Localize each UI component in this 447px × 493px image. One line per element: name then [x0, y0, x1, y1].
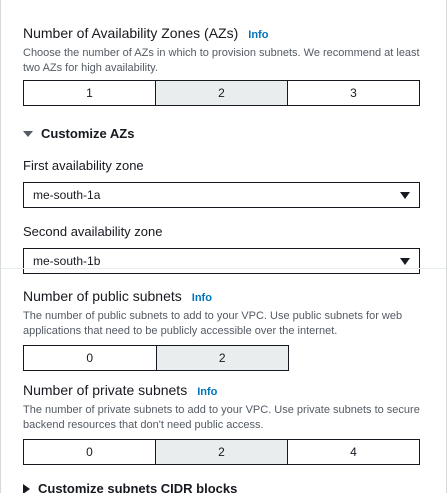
az-count-option-2[interactable]: 2 [156, 81, 288, 105]
private-subnets-segmented-control [23, 439, 420, 465]
private-subnets-option-2[interactable]: 2 [156, 440, 288, 464]
az-count-description: Choose the number of AZs in which to provision subnets. We recommend at least two AZs for high availability. [23, 47, 420, 74]
private-subnets-title-row [23, 381, 420, 401]
second-az-label: Second availability zone [23, 224, 163, 239]
first-az-select[interactable] [23, 182, 420, 208]
second-az-value: me-south-1b [33, 254, 101, 268]
customize-cidr-label: Customize subnets CIDR blocks [38, 481, 238, 493]
customize-azs-label: Customize AZs [41, 126, 135, 141]
dropdown-arrow-icon [400, 192, 410, 199]
private-subnets-option-4[interactable]: 4 [350, 445, 357, 459]
caret-right-icon [23, 484, 30, 493]
public-subnets-option-2[interactable]: 2 [157, 346, 289, 370]
az-section [1, 0, 446, 268]
private-subnets-info-link[interactable]: Info [197, 386, 218, 398]
first-az-value: me-south-1a [33, 188, 101, 202]
subnet-section [1, 269, 446, 493]
private-subnets-title: Number of private subnets [23, 382, 188, 398]
public-subnets-segmented-control [23, 345, 289, 371]
public-subnets-option-0[interactable]: 0 [24, 346, 157, 370]
customize-azs-toggle[interactable] [23, 126, 420, 141]
az-count-title: Number of Availability Zones (AZs) [23, 25, 239, 41]
private-subnets-description: The number of private subnets to add to your VPC. Use private subnets to secure backend resources that don't need public access. [23, 404, 420, 431]
public-subnets-title-row [23, 287, 420, 307]
public-subnets-info-link[interactable]: Info [191, 292, 212, 304]
customize-cidr-toggle[interactable] [23, 481, 420, 493]
az-info-link[interactable]: Info [248, 29, 269, 41]
private-subnets-option-0[interactable]: 0 [24, 440, 156, 464]
az-count-title-row [23, 24, 420, 44]
dropdown-arrow-icon [400, 258, 410, 265]
az-count-option-1[interactable]: 1 [24, 81, 156, 105]
public-subnets-description: The number of public subnets to add to your VPC. Use public subnets for web applications that need to be publicly accessible over the internet. [23, 310, 403, 337]
caret-down-icon [23, 131, 33, 137]
az-count-option-3[interactable]: 3 [350, 86, 357, 100]
az-count-segmented-control [23, 80, 420, 106]
first-az-label: First availability zone [23, 158, 144, 173]
public-subnets-title: Number of public subnets [23, 288, 182, 304]
